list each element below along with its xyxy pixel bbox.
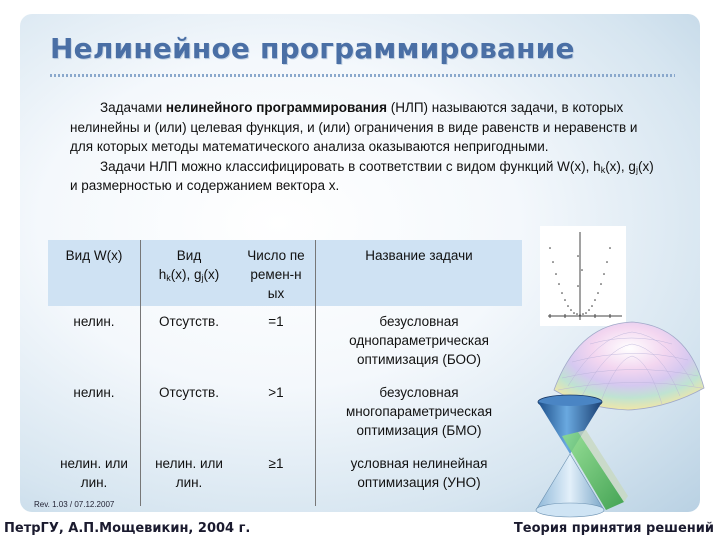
cell-task-name: безусловная однопараметрическая оптимизация (БОО) — [349, 314, 489, 367]
cell-task-name: условная нелинейная оптимизация (УНО) — [350, 456, 488, 490]
cell-hg: Отсутств. — [159, 385, 219, 400]
table-header-row — [48, 240, 522, 306]
title-divider — [50, 74, 675, 77]
cell-var-count: >1 — [237, 377, 316, 448]
cell-hg: Отсутств. — [159, 314, 219, 329]
cell-task-name: безусловная многопараметрическая оптимизация (БМО) — [345, 385, 493, 438]
cell-hg: нелин. или лин. — [155, 456, 223, 490]
parabola-plot-image — [540, 226, 626, 326]
intro-paragraph-1: Задачами нелинейного программирования (НЛП) называются задачи, в которых нелинейны и (или) целевая функция, и (или) ограничения в виде равенств и неравенств и для которых методы математического анализа оказываются непригодными. — [70, 100, 638, 154]
header-w: Вид W(x) — [48, 240, 141, 306]
footer-course: Теория принятия решений — [513, 521, 714, 536]
cell-var-count: ≥1 — [237, 448, 316, 506]
cell-var-count: =1 — [237, 306, 316, 377]
classification-table — [48, 240, 522, 506]
intro-text — [70, 98, 660, 196]
intro-term: нелинейного программирования — [165, 100, 387, 115]
header-task-name: Название задачи — [365, 248, 473, 263]
table-row — [48, 377, 522, 448]
table-row — [48, 306, 522, 377]
cell-w: нелин. или лин. — [48, 448, 141, 506]
table-row — [48, 448, 522, 506]
intro-paragraph-2: Задачи НЛП можно классифицировать в соответствии с видом функций W(x), $h_k(x)$, $g_j(x)$ и размерностью и содержанием вектора x. — [70, 158, 654, 193]
header-var-count: Число перемен-ных — [237, 240, 316, 306]
revision-label: Rev. 1.03 / 07.12.2007 — [34, 500, 115, 509]
footer-author: ПетрГУ, А.П.Мощевикин, 2004 г. — [4, 521, 251, 536]
cell-w: нелин. — [48, 306, 141, 377]
cell-w: нелин. — [48, 377, 141, 448]
cone-plot-image — [520, 392, 630, 520]
slide-title: Нелинейное программирование — [50, 32, 575, 65]
header-hg: Вид $h_k(x)$, $g_j(x)$ — [158, 248, 220, 283]
